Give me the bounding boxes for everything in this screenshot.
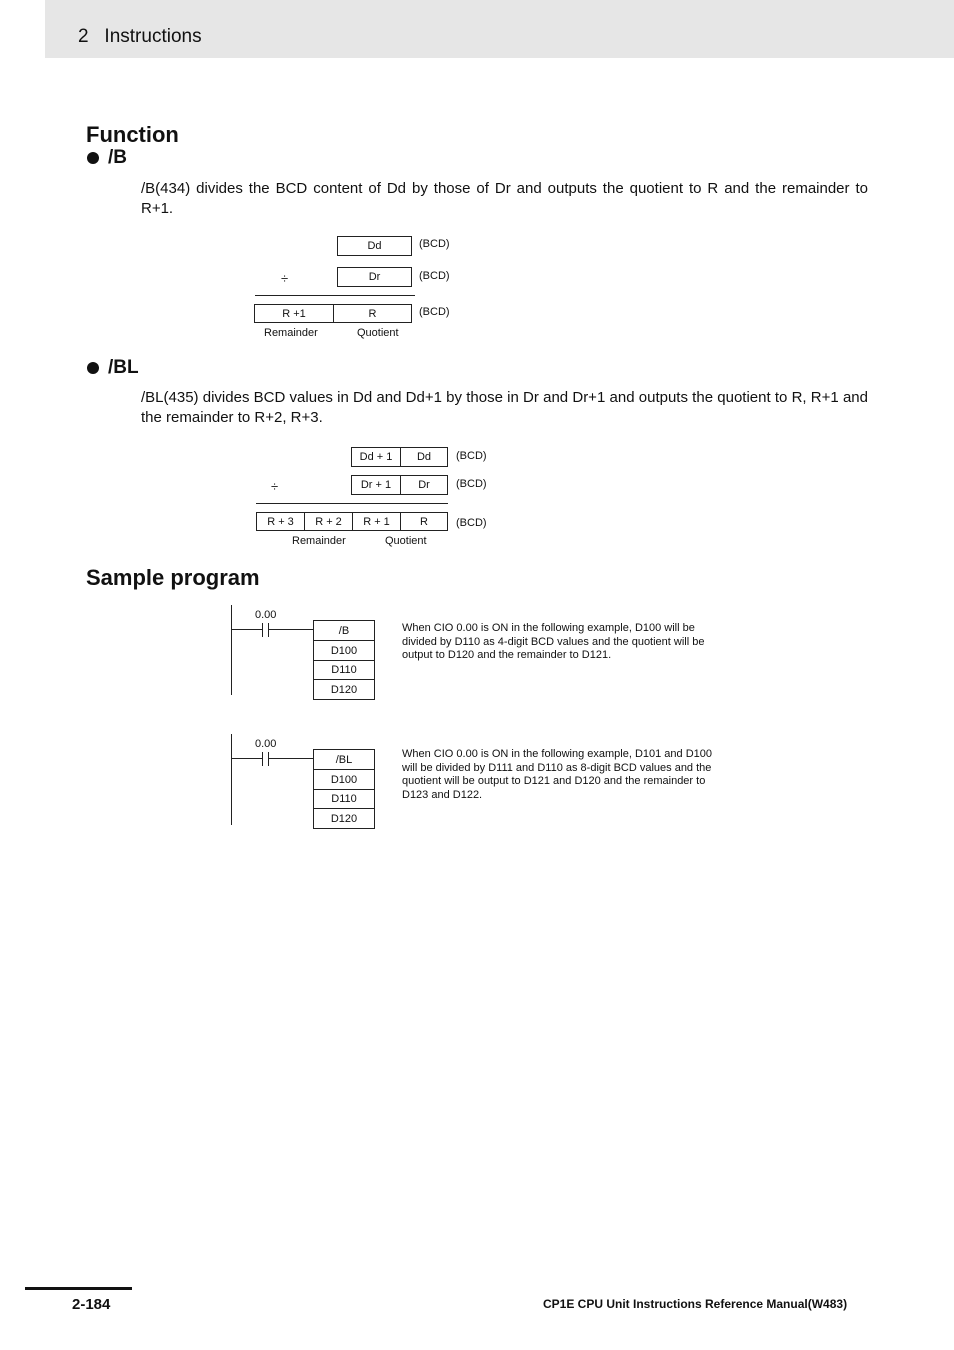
dr-box: Dr	[400, 475, 448, 495]
operand-box: D120	[313, 679, 375, 700]
contact-icon	[268, 623, 269, 637]
quotient-box: R	[333, 304, 412, 323]
instruction-box: /BL	[313, 749, 375, 770]
dr1-box: Dr + 1	[351, 475, 401, 495]
b-heading: /B	[108, 147, 127, 168]
rung-wire	[231, 758, 262, 759]
contact-address: 0.00	[255, 609, 277, 621]
rung-wire	[231, 629, 262, 630]
bullet-icon	[87, 152, 99, 164]
page-number: 2-184	[72, 1296, 111, 1313]
r2-box: R + 2	[304, 512, 353, 531]
bullet-icon	[87, 362, 99, 374]
chapter-number: 2	[78, 26, 89, 47]
contact-icon	[262, 752, 263, 766]
bcd-label: (BCD)	[419, 238, 450, 250]
manual-title: CP1E CPU Unit Instructions Reference Manual(W483)	[543, 1297, 848, 1311]
r3-box: R + 3	[256, 512, 305, 531]
bcd-label: (BCD)	[456, 517, 487, 529]
header-chapter	[78, 26, 202, 48]
quotient-label: Quotient	[357, 327, 399, 339]
operand-box: D120	[313, 808, 375, 829]
bcd-label: (BCD)	[456, 478, 487, 490]
rung-wire	[268, 629, 314, 630]
bl-description: /BL(435) divides BCD values in Dd and Dd+1 by those in Dr and Dr+1 and outputs the quotient to R, R+1 and the remainder to R+2, R+3.	[141, 389, 868, 426]
r-box: R	[400, 512, 448, 531]
bl-heading: /BL	[108, 357, 139, 378]
divide-sign: ÷	[271, 479, 279, 494]
dd1-box: Dd + 1	[351, 447, 401, 467]
operand-box: D100	[313, 769, 375, 790]
footer-rule	[25, 1287, 132, 1290]
remainder-label: Remainder	[292, 535, 346, 547]
dr-box: Dr	[337, 267, 412, 287]
rung-wire	[268, 758, 314, 759]
operand-box: D110	[313, 789, 375, 809]
bcd-label: (BCD)	[419, 270, 450, 282]
quotient-label: Quotient	[385, 535, 427, 547]
power-rail	[231, 605, 232, 695]
bcd-label: (BCD)	[456, 450, 487, 462]
r1-box: R + 1	[352, 512, 401, 531]
sample-description: When CIO 0.00 is ON in the following example, D101 and D100 will be divided by D111 and D110 as 8-digit BCD values and the quotient will be output to D121 and D120 and the remainder to D123 and D122.	[402, 748, 712, 801]
operand-box: D100	[313, 640, 375, 661]
bcd-label: (BCD)	[419, 306, 450, 318]
contact-address: 0.00	[255, 738, 277, 750]
chapter-title: Instructions	[104, 26, 202, 47]
division-line	[255, 295, 415, 296]
contact-icon	[262, 623, 263, 637]
operand-box: D110	[313, 660, 375, 680]
sample-program-heading: Sample program	[86, 565, 260, 590]
remainder-box: R +1	[254, 304, 334, 323]
divide-sign: ÷	[281, 271, 289, 286]
instruction-box: /B	[313, 620, 375, 641]
dd-box: Dd	[337, 236, 412, 256]
dd-box: Dd	[400, 447, 448, 467]
remainder-label: Remainder	[264, 327, 318, 339]
function-heading: Function	[86, 122, 179, 147]
sample-description: When CIO 0.00 is ON in the following example, D100 will be divided by D110 as 4-digit BCD values and the quotient will be output to D120 and the remainder to D121.	[402, 622, 705, 661]
contact-icon	[268, 752, 269, 766]
division-line	[256, 503, 448, 504]
b-description: /B(434) divides the BCD content of Dd by those of Dr and outputs the quotient to R and the remainder to R+1.	[141, 180, 868, 217]
power-rail	[231, 734, 232, 825]
